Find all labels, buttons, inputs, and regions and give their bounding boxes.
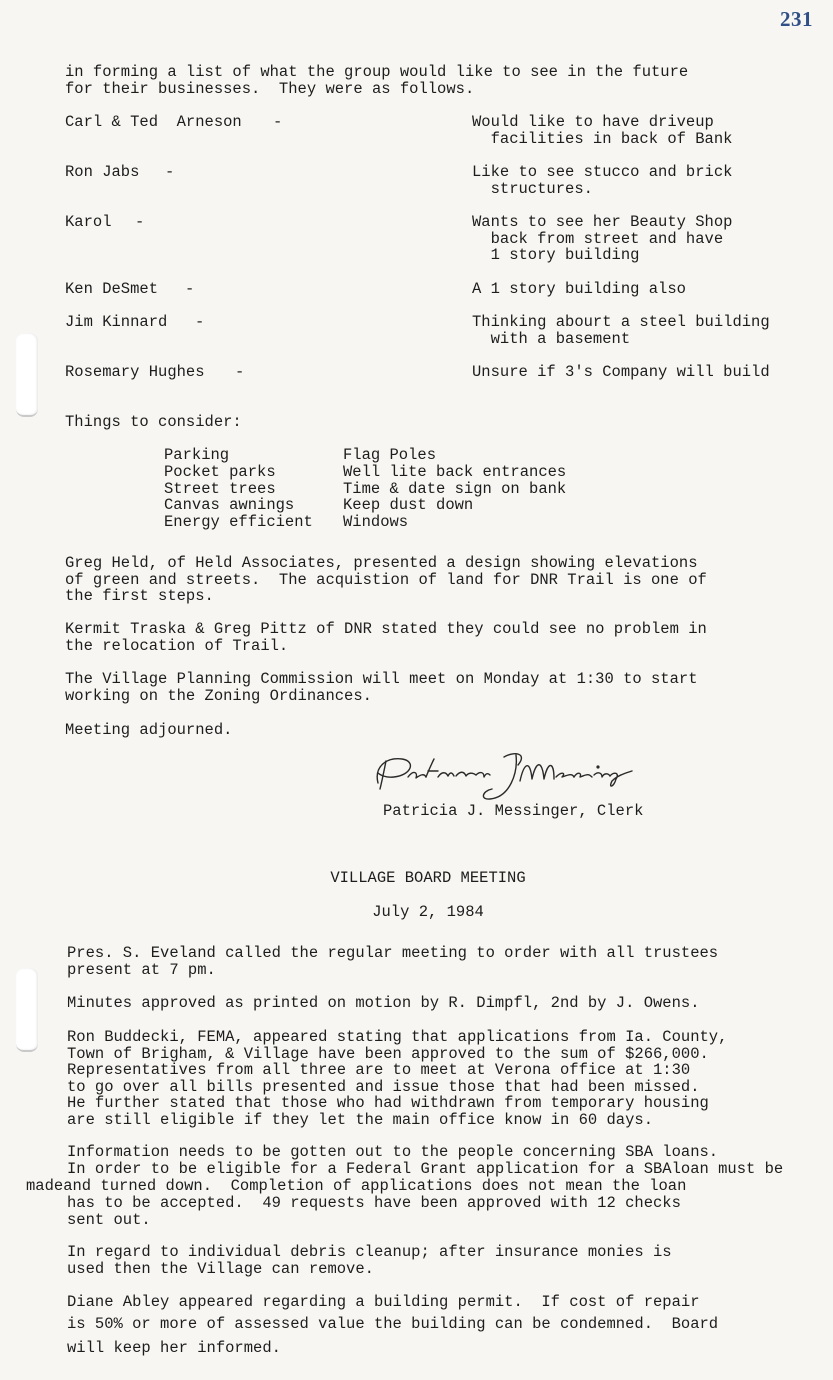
wish-dash: - [235,363,245,381]
paragraph-abley-line1: Diane Abley appeared regarding a building permit. If cost of repair [67,1293,700,1311]
consider-item: Windows [343,513,409,531]
consider-item: Flag Poles [343,446,437,464]
wish-name: Jim Kinnard [65,313,168,331]
wish-name: Ken DeSmet [65,280,159,298]
page-number: 231 [780,7,813,31]
consider-item: Parking [164,446,230,464]
wish-name: Ron Jabs [65,163,140,181]
paragraph-dnr: Kermit Traska & Greg Pittz of DNR stated they could see no problem in the relocation of Trail. [65,620,707,655]
consider-item: Energy efficient [164,513,313,531]
signer-name: Patricia J. Messinger, Clerk [383,802,644,820]
wish-dash: - [273,113,283,131]
paragraph-held: Greg Held, of Held Associates, presented a design showing elevations of green and streets. The acquistion of land for DNR Trail is one of the first steps. [65,554,707,606]
consider-item: Keep dust down [343,496,474,514]
consider-item: Canvas awnings [164,496,295,514]
handwritten-signature [368,745,648,805]
wish-text: Would like to have driveup facilities in back of Bank [472,113,733,148]
consider-item: Time & date sign on bank [343,480,567,498]
wish-dash: - [135,213,145,231]
wish-name: Carl & Ted Arneson [65,113,242,131]
wish-text: A 1 story building also [472,280,686,298]
wish-text: Like to see stucco and brick structures. [472,163,733,198]
consider-item: Well lite back entrances [343,463,567,481]
paragraph-sba-intro: Information needs to be gotten out to the people concerning SBA loans. In order to be eligible for a Federal Grant application for a SBAloan must be [67,1143,784,1178]
wish-name: Karol [65,213,112,231]
meeting-adjourned: Meeting adjourned. [65,721,233,739]
wish-text: Unsure if 3's Company will build [472,363,770,381]
wish-name: Rosemary Hughes [65,363,205,381]
paragraph-abley-line3: will keep her informed. [67,1339,281,1357]
wish-dash: - [185,280,195,298]
paragraph-planning: The Village Planning Commission will meet on Monday at 1:30 to start working on the Zoning Ordinances. [65,670,698,705]
wish-dash: - [195,313,205,331]
paragraph-debris: In regard to individual debris cleanup; after insurance monies is used then the Village can remove. [67,1243,672,1278]
paragraph-call-to-order: Pres. S. Eveland called the regular meeting to order with all trustees present at 7 pm. [67,944,719,979]
wish-text: Thinking abourt a steel building with a basement [472,313,770,348]
wish-dash: - [165,163,175,181]
paragraph-minutes: Minutes approved as printed on motion by R. Dimpfl, 2nd by J. Owens. [67,994,700,1012]
paragraph-sba-end: has to be accepted. 49 requests have been approved with 12 checks sent out. [67,1194,681,1229]
binder-hole-bottom [16,968,38,1052]
intro-paragraph: in forming a list of what the group would like to see in the future for their businesses. They were as follows. [65,63,689,98]
consider-item: Pocket parks [164,463,276,481]
meeting-title: VILLAGE BOARD MEETING [330,869,526,887]
wish-text: Wants to see her Beauty Shop back from street and have 1 story building [472,213,733,265]
binder-hole-top [16,333,38,417]
paragraph-sba-overhang: madeand turned down. Completion of applications does not mean the loan [26,1177,687,1195]
paragraph-abley-line2: is 50% or more of assessed value the building can be condemned. Board [67,1315,719,1333]
consider-item: Street trees [164,480,276,498]
paragraph-fema: Ron Buddecki, FEMA, appeared stating that applications from Ia. County, Town of Brigham, & Village have been approved to the sum of $266,000. Representatives from all three are to meet at Verona office at 1:30 to go over all bills presented and issue those that had been missed. He further stated that those who had withdrawn from temporary housing are still eligible if they let the main office know in 60 days. [67,1028,728,1129]
meeting-date: July 2, 1984 [372,903,484,921]
consider-heading: Things to consider: [65,413,242,431]
